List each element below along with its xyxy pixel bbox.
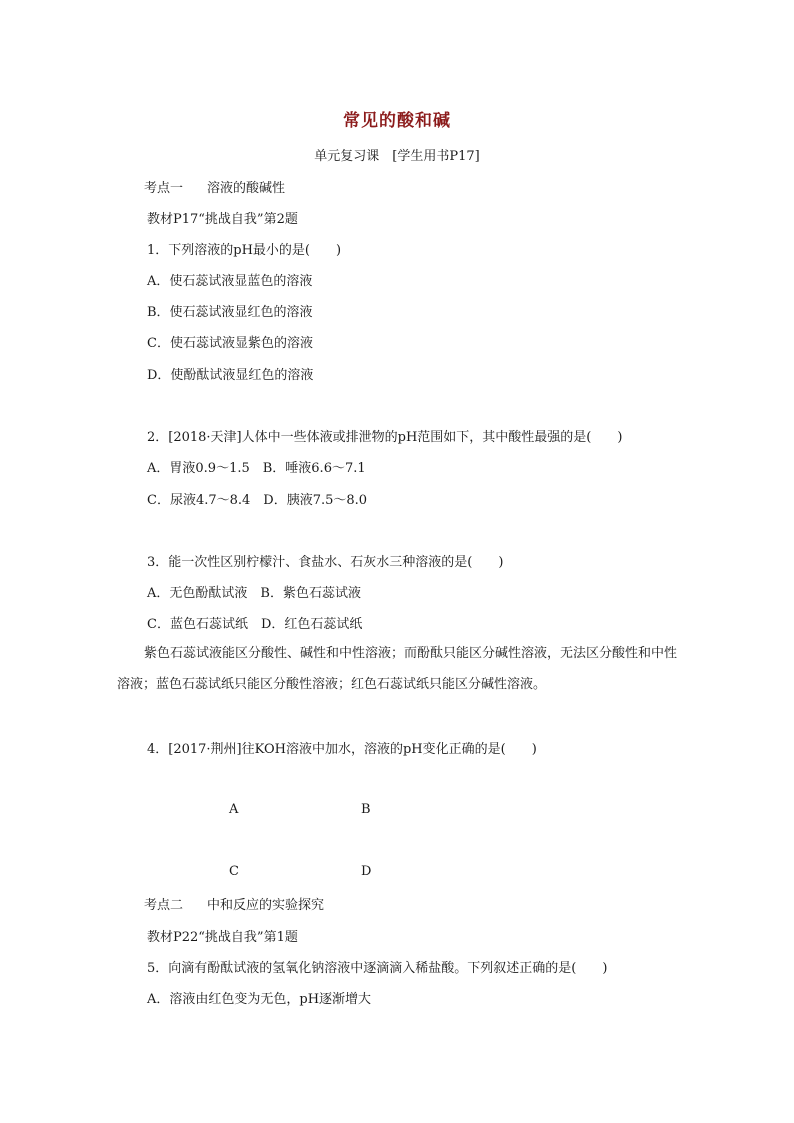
graph-label-c: C: [229, 864, 239, 879]
question-5-stem: 5．向滴有酚酞试液的氢氧化钠溶液中逐滴滴入稀盐酸。下列叙述正确的是( ): [147, 961, 608, 976]
graph-label-a: A: [229, 802, 239, 817]
question-3-options-cd: C．蓝色石蕊试纸 D．红色石蕊试纸: [147, 617, 363, 632]
question-1-option-d: D．使酚酞试液显红色的溶液: [147, 368, 314, 383]
question-3-explanation: 紫色石蕊试液能区分酸性、碱性和中性溶液；而酚酞只能区分碱性溶液，无法区分酸性和中性溶液；蓝色石蕊试纸只能区分酸性溶液；红色石蕊试纸只能区分碱性溶液。: [117, 646, 678, 692]
section-2-name: 中和反应的实验探究: [207, 898, 325, 913]
textbook-reference-1: 教材P17“挑战自我”第2题: [147, 212, 298, 227]
question-1-option-b: B．使石蕊试液显红色的溶液: [147, 305, 313, 320]
section-2-heading: [144, 894, 324, 913]
question-3-options-ab: A．无色酚酞试液 B．紫色石蕊试液: [147, 586, 361, 601]
page-subtitle: 单元复习课 [学生用书P17]: [314, 149, 480, 164]
question-2-options-cd: C．尿液4.7～8.4 D．胰液7.5～8.0: [147, 493, 368, 508]
section-1-label: 考点一: [144, 181, 184, 196]
question-1-stem: 1．下列溶液的pH最小的是( ): [147, 243, 342, 258]
section-2-label: 考点二: [144, 898, 184, 913]
page-title: 常见的酸和碱: [343, 111, 451, 131]
question-4-stem: 4．[2017·荆州]往KOH溶液中加水，溶液的pH变化正确的是( ): [147, 742, 537, 757]
question-3-stem: 3．能一次性区别柠檬汁、食盐水、石灰水三种溶液的是( ): [147, 555, 504, 570]
question-1-option-c: C．使石蕊试液显紫色的溶液: [147, 336, 313, 351]
graph-label-d: D: [361, 864, 372, 879]
question-2-stem: 2．[2018·天津]人体中一些体液或排泄物的pH范围如下，其中酸性最强的是( ): [147, 430, 623, 445]
textbook-reference-2: 教材P22“挑战自我”第1题: [147, 930, 298, 945]
graph-label-b: B: [361, 802, 371, 817]
section-1-name: 溶液的酸碱性: [207, 181, 286, 196]
question-2-options-ab: A．胃液0.9～1.5 B．唾液6.6～7.1: [147, 461, 366, 476]
question-5-option-a: A．溶液由红色变为无色，pH逐渐增大: [147, 992, 372, 1007]
section-1-heading: [144, 177, 285, 196]
question-1-option-a: A．使石蕊试液显蓝色的溶液: [147, 274, 313, 289]
